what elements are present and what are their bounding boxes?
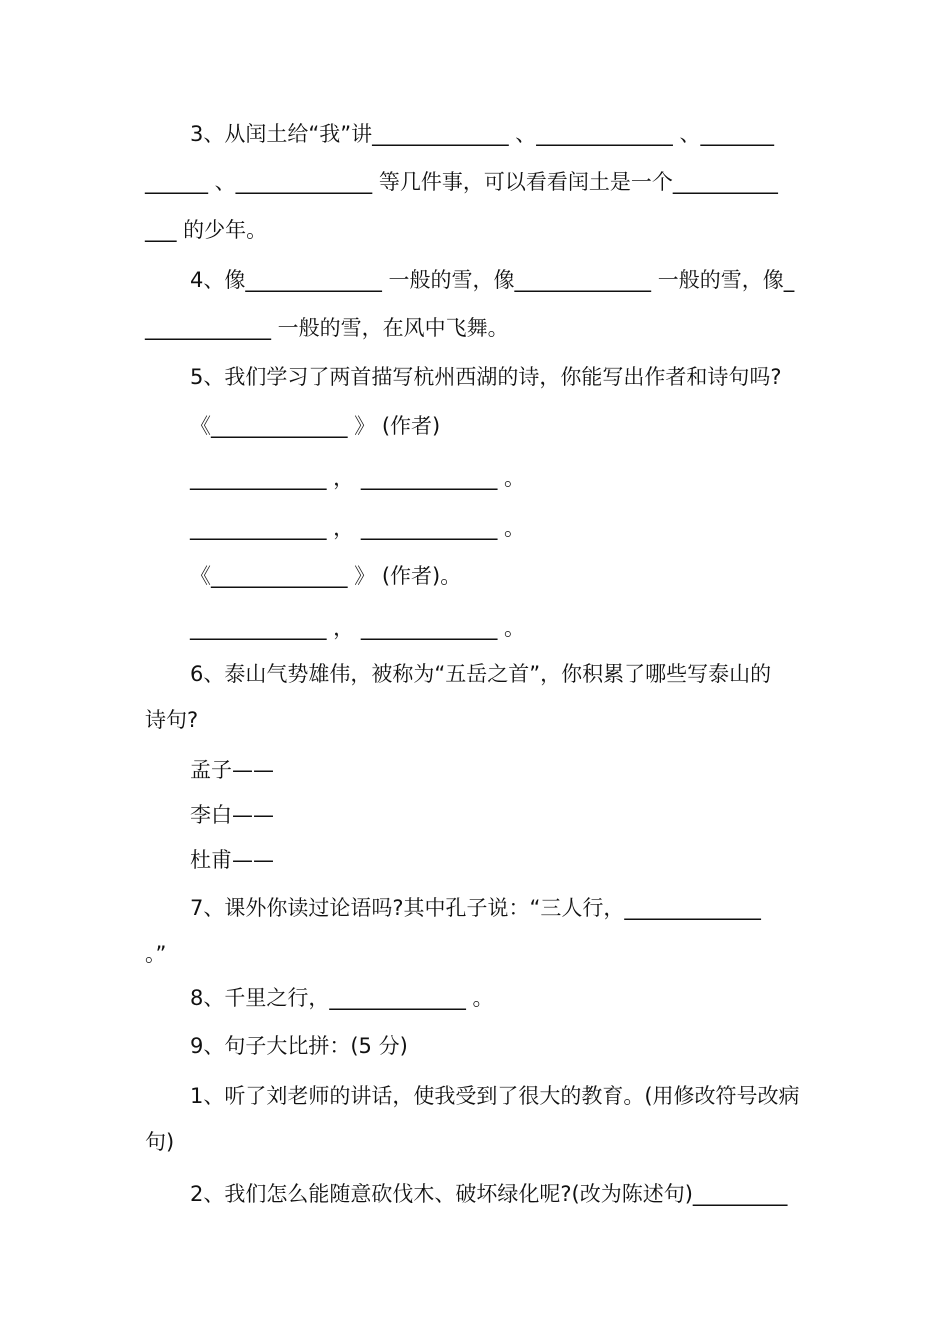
- sub-question-1-line-2: 句): [145, 1130, 175, 1154]
- question-3-line-3: ___ 的少年。: [145, 218, 268, 242]
- question-4-line-1: 4、像_____________ 一般的雪，像_____________ 一般的雪，像_: [190, 268, 795, 292]
- poem-2-verse-1: _____________ ， _____________ 。: [190, 616, 526, 640]
- poem-1-title-line: 《_____________ 》 (作者): [190, 414, 441, 438]
- question-9-heading: 9、句子大比拼：(5 分): [190, 1034, 408, 1058]
- sub-question-2: 2、我们怎么能随意砍伐木、破坏绿化呢?(改为陈述句)_________: [190, 1182, 788, 1206]
- question-6-line-1: 6、泰山气势雄伟，被称为“五岳之首”，你积累了哪些写泰山的: [190, 662, 772, 686]
- question-7-line-2: 。”: [145, 942, 167, 966]
- taishan-poet-mencius: 孟子——: [190, 758, 274, 782]
- poem-1-verse-2: _____________ ， _____________ 。: [190, 516, 526, 540]
- taishan-poet-libai: 李白——: [190, 803, 274, 827]
- sub-question-1-line-1: 1、听了刘老师的讲话，使我受到了很大的教育。(用修改符号改病: [190, 1084, 800, 1108]
- poem-2-title-line: 《_____________ 》 (作者)。: [190, 564, 462, 588]
- question-5-text: 5、我们学习了两首描写杭州西湖的诗，你能写出作者和诗句吗?: [190, 365, 782, 389]
- question-3-line-1: 3、从闰土给“我”讲_____________ 、_____________ 、_______: [190, 122, 774, 146]
- question-6-line-2: 诗句?: [145, 708, 199, 732]
- question-3-line-2: ______ 、_____________ 等几件事，可以看看闰土是一个__________: [145, 170, 778, 194]
- poem-1-verse-1: _____________ ， _____________ 。: [190, 466, 526, 490]
- taishan-poet-dufu: 杜甫——: [190, 848, 274, 872]
- question-4-line-2: ____________ 一般的雪，在风中飞舞。: [145, 316, 509, 340]
- question-7-line-1: 7、课外你读过论语吗?其中孔子说：“三人行，_____________: [190, 896, 761, 920]
- question-8: 8、千里之行，_____________ 。: [190, 986, 494, 1010]
